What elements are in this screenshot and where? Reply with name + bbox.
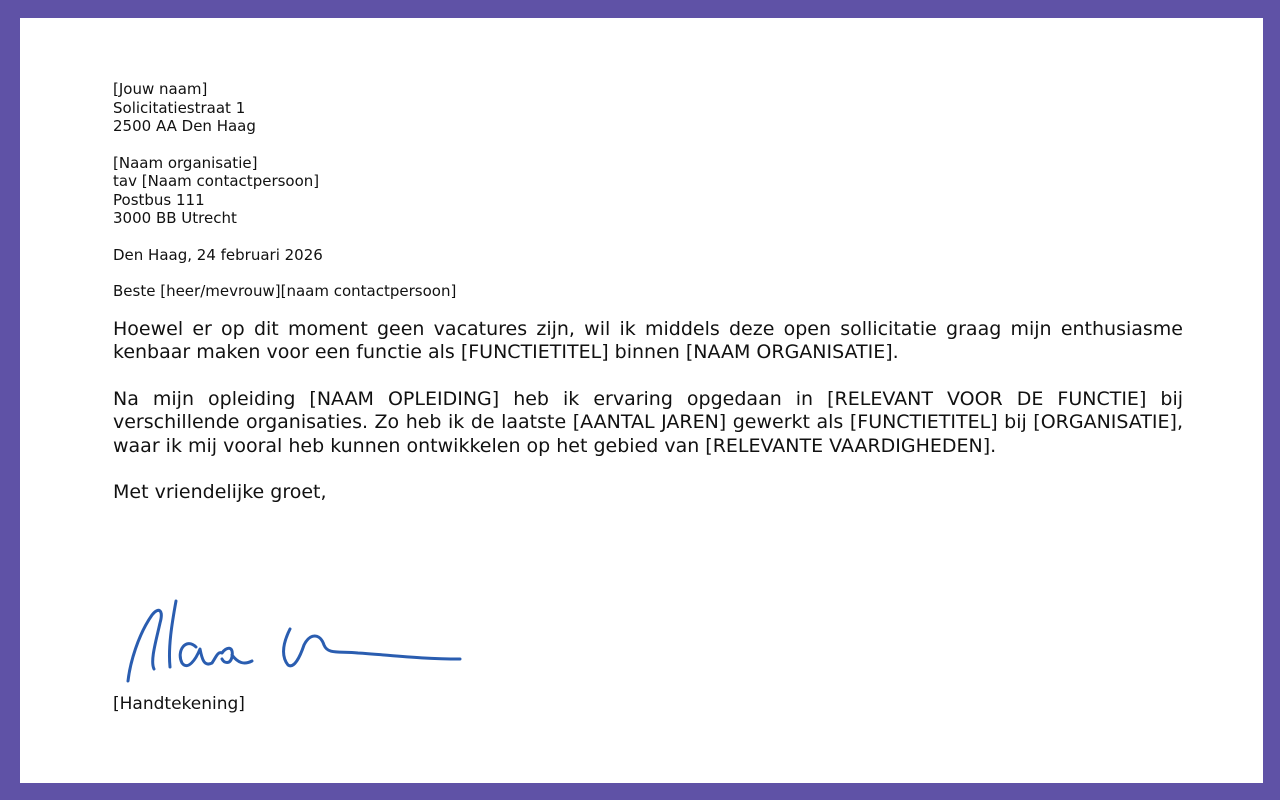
sender-name: [Jouw naam] (113, 80, 208, 98)
paragraph-experience: Na mijn opleiding [NAAM OPLEIDING] heb ik ervaring opgedaan in [RELEVANT VOOR DE FUNCTIE] bij verschillende organisaties. Zo heb ik de laatste [AANTAL JAREN] gewerkt als [FUNCTIETITEL] bij [ORGANISATIE], waar ik mij vooral heb kunnen ontwikkelen op het gebied van [RELEVANTE VAARDIGHEDEN]. (113, 387, 1183, 457)
letter-body (113, 80, 1183, 505)
signature-label: [Handtekening] (113, 694, 245, 714)
letter-date: Den Haag, 24 februari 2026 (113, 245, 323, 264)
sender-address (113, 80, 1183, 136)
letter-page (20, 18, 1263, 783)
closing: Met vriendelijke groet, (113, 481, 327, 503)
recipient-address (113, 154, 1183, 228)
handwritten-signature (120, 593, 465, 683)
paragraph-intro: Hoewel er op dit moment geen vacatures zijn, wil ik middels deze open sollicitatie graag mijn enthusiasme kenbaar maken voor een functie als [FUNCTIETITEL] binnen [NAAM ORGANISATIE]. (113, 317, 1183, 363)
salutation: Beste [heer/mevrouw][naam contactpersoon] (113, 282, 457, 300)
sender-street: Solicitatiestraat 1 (113, 98, 246, 117)
recipient-pobox: Postbus 111 (113, 190, 205, 209)
recipient-organisation: [Naam organisatie] (113, 153, 258, 172)
sender-city: 2500 AA Den Haag (113, 117, 256, 135)
recipient-city: 3000 BB Utrecht (113, 209, 237, 227)
recipient-attention: tav [Naam contactpersoon] (113, 172, 320, 190)
